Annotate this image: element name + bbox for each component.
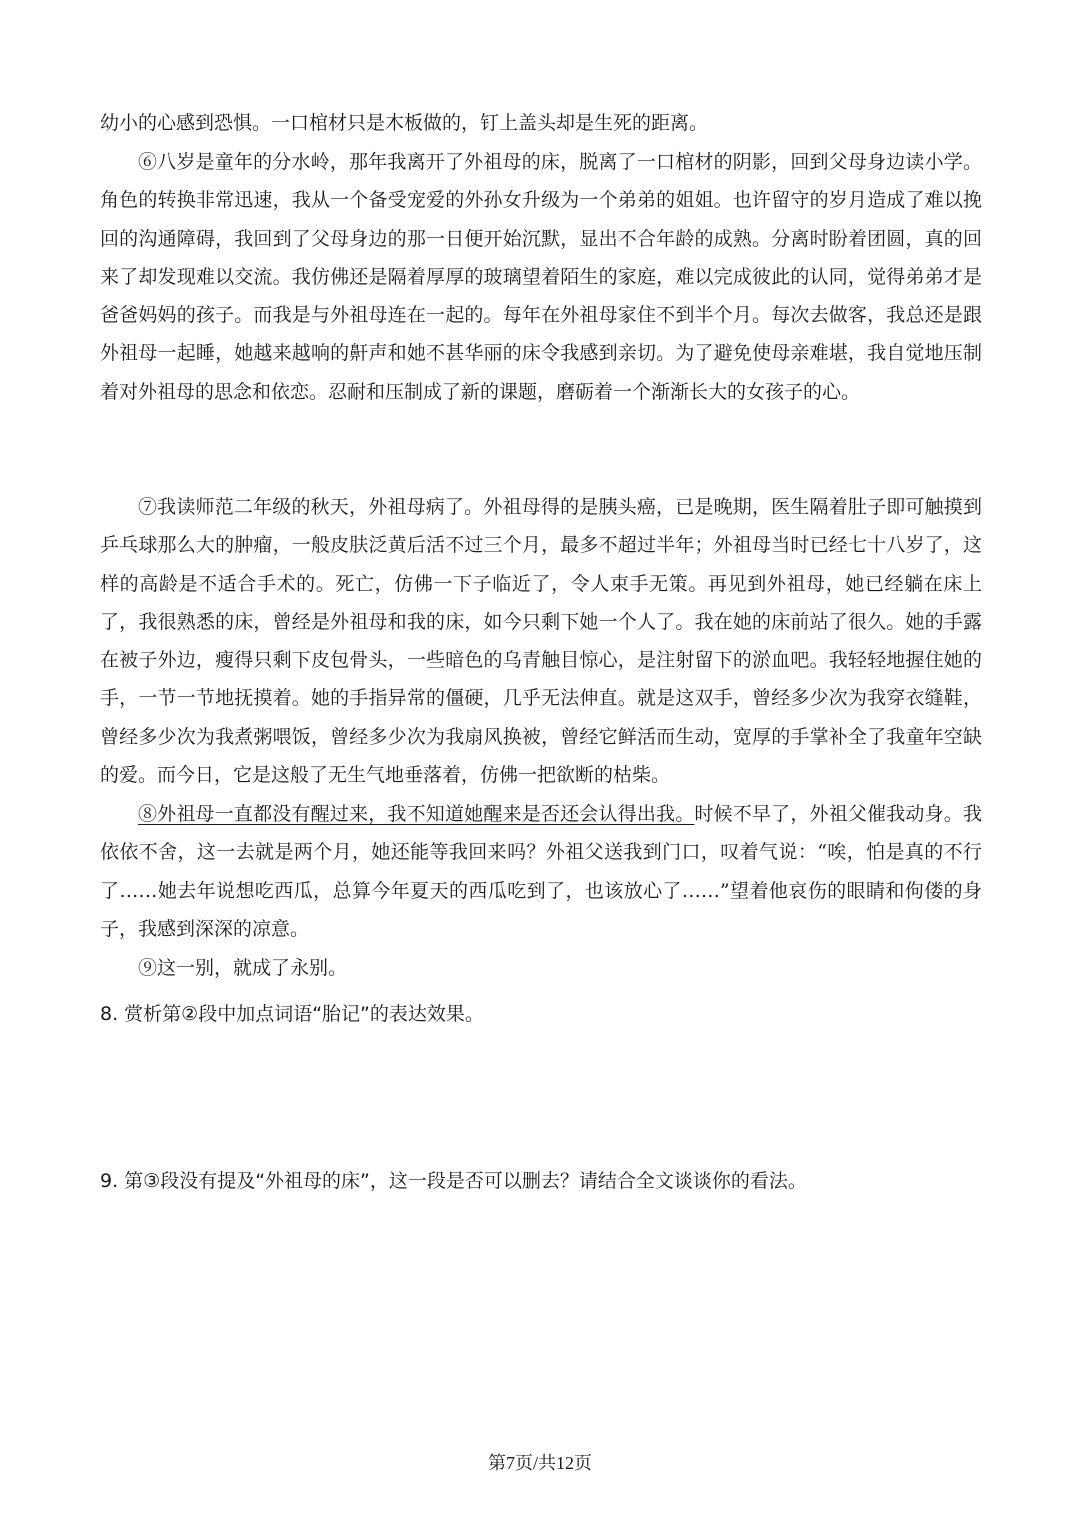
underlined-sentence: ⑧外祖母一直都没有醒过来，我不知道她醒来是否还会认得出我。 bbox=[138, 803, 695, 825]
paragraph-6: ⑥八岁是童年的分水岭，那年我离开了外祖母的床，脱离了一口棺材的阴影，回到父母身边读小学。角色的转换非常迅速，我从一个备受宠爱的外孙女升级为一个弟弟的姐姐。也许留守的岁月造成了难以挽回的沟通障碍，我回到了父母身边的那一日便开始沉默，显出不合年龄的成熟。分离时盼着团圆，真的回来了却发现难以交流。我仿佛还是隔着厚厚的玻璃望着陌生的家庭，难以完成彼此的认同，觉得弟弟才是爸爸妈妈的孩子。而我是与外祖母连在一起的。每年在外祖母家住不到半个月。每次去做客，我总还是跟外祖母一起睡，她越来越响的鼾声和她不甚华丽的床令我感到亲切。为了避免使母亲难堪，我自觉地压制着对外祖母的思念和依恋。忍耐和压制成了新的课题，磨砺着一个渐渐长大的女孩子的心。 bbox=[100, 151, 982, 403]
question-9: 9. 第③段没有提及“外祖母的床”，这一段是否可以删去？请结合全文谈谈你的看法。 bbox=[100, 1170, 807, 1192]
paragraph-5-end: 幼小的心感到恐惧。一口棺材只是木板做的，钉上盖头却是生死的距离。 bbox=[100, 112, 709, 134]
paragraph-8-rest: 时候不早了，外祖父催我动身。我依依不舍，这一去就是两个月，她还能等我回来吗？外祖父送我到门口，叹着气说：“唉，怕是真的不行了……她去年说想吃西瓜，总算今年夏天的西瓜吃到了，也该放心了……”望着他哀伤的眼睛和佝偻的身子，我感到深深的凉意。 bbox=[100, 803, 982, 940]
paragraph-7: ⑦我读师范二年级的秋天，外祖母病了。外祖母得的是胰头癌，已是晚期，医生隔着肚子即可触摸到乒乓球那么大的肿瘤，一般皮肤泛黄后活不过三个月，最多不超过半年；外祖母当时已经七十八岁了，这样的高龄是不适合手术的。死亡，仿佛一下子临近了，令人束手无策。再见到外祖母，她已经躺在床上了，我很熟悉的床，曾经是外祖母和我的床，如今只剩下她一个人了。我在她的床前站了很久。她的手露在被子外边，瘦得只剩下皮包骨头，一些暗色的乌青触目惊心，是注射留下的淤血吧。我轻轻地握住她的手，一节一节地抚摸着。她的手指异常的僵硬，几乎无法伸直。就是这双手，曾经多少次为我穿衣缝鞋，曾经多少次为我煮粥喂饭，曾经多少次为我扇风换被，曾经它鲜活而生动，宽厚的手掌补全了我童年空缺的爱。而今日，它是这般了无生气地垂落着，仿佛一把欲断的枯柴。 bbox=[100, 496, 982, 787]
question-8: 8. 赏析第②段中加点词语“胎记”的表达效果。 bbox=[100, 1003, 484, 1025]
paragraph-9: ⑨这一别，就成了永别。 bbox=[138, 957, 348, 979]
page-number: 第7页/共12页 bbox=[487, 1453, 592, 1473]
paragraph-8 bbox=[100, 795, 982, 948]
